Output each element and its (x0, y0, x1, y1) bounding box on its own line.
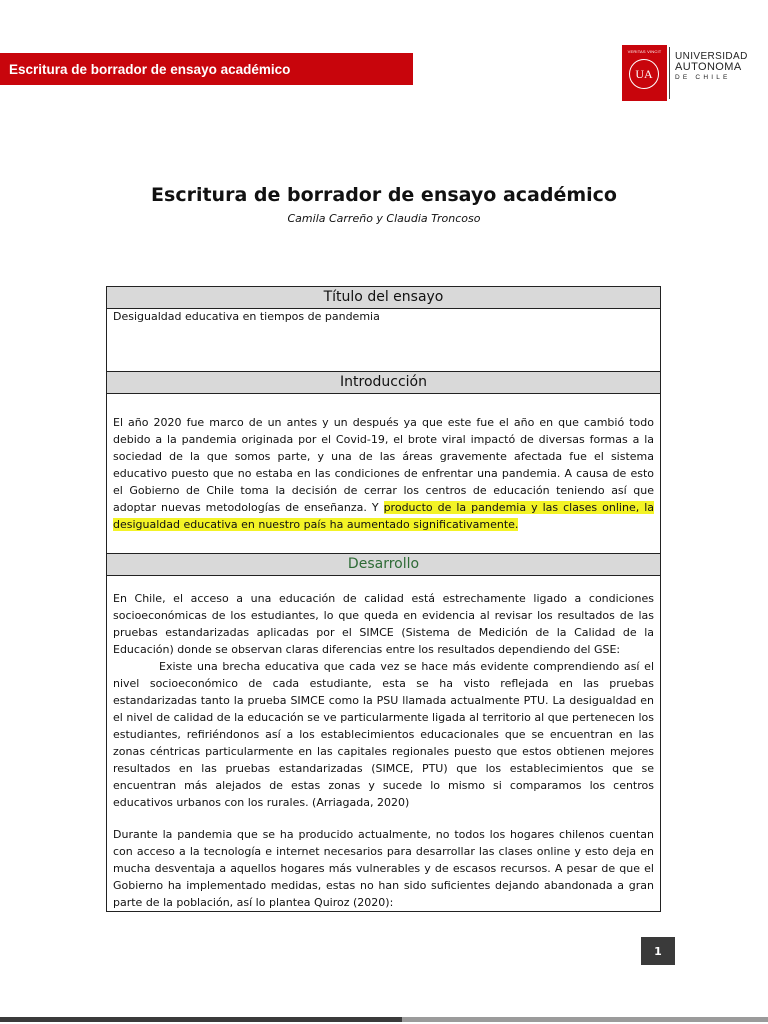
logo-line-2: AUTONOMA (675, 61, 742, 73)
seal-motto: VERITAS VINCIT (627, 49, 662, 54)
development-header: Desarrollo (107, 554, 660, 576)
essay-title-cell (107, 309, 660, 372)
introduction-highlight: producto de la pandemia y las clases online, la desigualdad educativa en nuestro país ha aumentado significativamente. (113, 501, 654, 531)
logo-line-3: DE CHILE (675, 74, 731, 81)
introduction-text: El año 2020 fue marco de un antes y un después ya que este fue el año en que cambió todo debido a la pandemia originada por el Covid-19, el brote viral impactó de diversas formas a la sociedad de la que somos parte, y una de las áreas gravemente afectada fue el sistema educativo puesto que no estaba en las condiciones de enfrentar una pandemia. A causa de esto el Gobierno de Chile toma la decisión de cerrar los centros de educación teniendo así que adoptar nuevas metodologías de enseñanza. Y (113, 416, 654, 514)
logo-wordmark (675, 51, 748, 82)
logo-seal (622, 45, 667, 101)
introduction-header: Introducción (107, 372, 660, 394)
footer-bar-light (402, 1017, 768, 1022)
document-authors: Camila Carreño y Claudia Troncoso (287, 212, 481, 225)
banner-title: Escritura de borrador de ensayo académico (9, 61, 291, 77)
university-logo (622, 45, 748, 101)
essay-title-value: Desigualdad educativa en tiempos de pandemia (113, 310, 380, 323)
document-title: Escritura de borrador de ensayo académico (151, 184, 617, 206)
development-paragraph-3: Durante la pandemia que se ha producido actualmente, no todos los hogares chilenos cuentan con acceso a la tecnología e internet necesarios para desarrollar las clases online y esto deja en mucha desventaja a aquellos hogares más vulnerables y de escasos recursos. A pesar de que el Gobierno ha implementado medidas, estas no han sido suficientes dejando abandonada a gran parte de la población, así lo plantea Quiroz (2020): (113, 828, 654, 909)
logo-divider (669, 47, 670, 99)
footer-bar-dark (0, 1017, 402, 1022)
introduction-cell (107, 394, 660, 554)
paragraph-gap (113, 811, 654, 826)
development-cell (107, 576, 660, 911)
development-paragraph-2: Existe una brecha educativa que cada vez se hace más evidente comprendiendo así el nivel socioeconómico de cada estudiante, esta se ha visto reflejada en las pruebas estandarizadas tanto la prueba SIMCE como la PSU llamada actualmente PTU. La desigualdad en el nivel de calidad de la educación se ve particularmente ligada al territorio al que pertenecen los estudiantes, refiriéndonos así a los establecimientos educacionales que se encuentran en las zonas céntricas particularmente en las capitales regionales puesto que estos obtienen mejores resultados en las pruebas estandarizadas (SIMCE, PTU) que los establecimientos que se encuentran más alejados de estas zonas y sucede lo mismo si comparamos los centros educativos urbanos con los rurales. (Arriagada, 2020) (113, 660, 654, 809)
header-banner (0, 53, 413, 85)
seal-initials: UA (629, 59, 659, 89)
essay-title-header: Título del ensayo (107, 287, 660, 309)
essay-table (106, 286, 661, 912)
introduction-paragraph (113, 414, 654, 533)
logo-line-1: UNIVERSIDAD (675, 51, 748, 62)
page-number: 1 (641, 937, 675, 965)
development-paragraph-1: En Chile, el acceso a una educación de calidad está estrechamente ligado a condiciones socioeconómicas de los estudiantes, lo que queda en evidencia al revisar los resultados de las pruebas estandarizadas aplicadas por el SIMCE (Sistema de Medición de la Calidad de la Educación) donde se observan claras diferencias entre los resultados dependiendo del GSE: (113, 592, 654, 656)
